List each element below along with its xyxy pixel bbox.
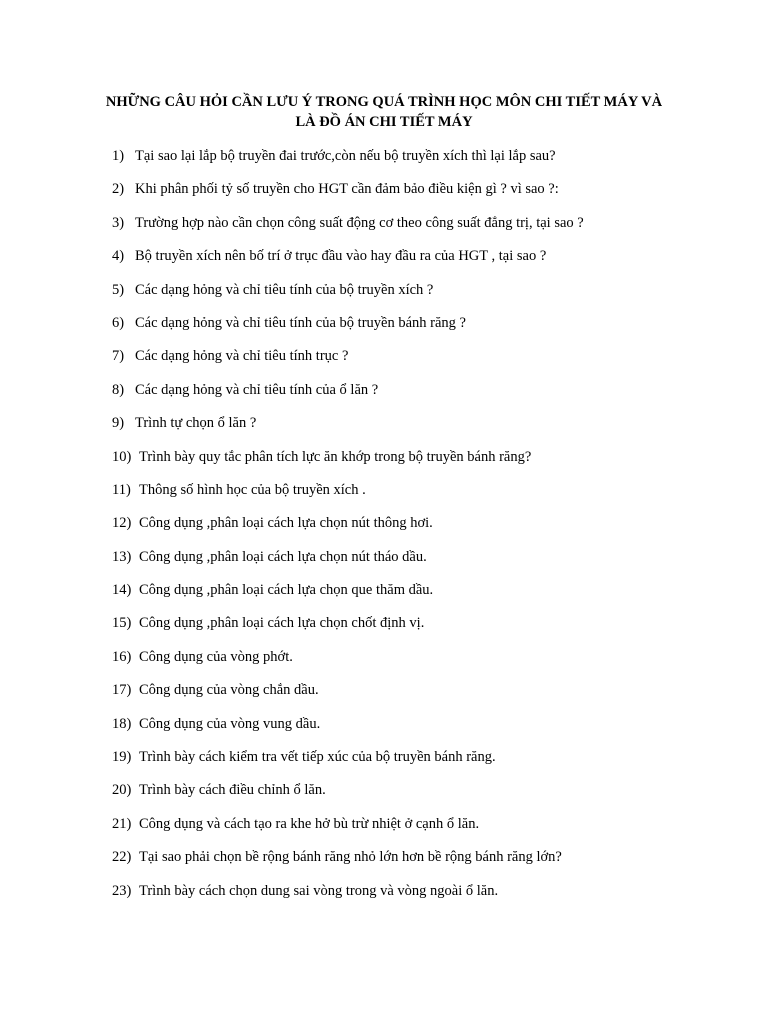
- question-number: 5): [112, 281, 125, 298]
- question-number: 14): [112, 582, 132, 599]
- question-number: 23): [112, 882, 132, 899]
- question-text: Khi phân phối tỷ số truyền cho HGT cần đảm bảo điều kiện gì ? vì sao ?:: [135, 181, 559, 198]
- question-text: Công dụng của vòng phớt.: [139, 648, 293, 665]
- question-number: 17): [112, 682, 132, 699]
- question-number: 9): [112, 415, 125, 432]
- question-number: 21): [112, 815, 132, 832]
- question-text: Trường hợp nào cần chọn công suất động cơ theo công suất đẳng trị, tại sao ?: [135, 214, 584, 231]
- question-number: 10): [112, 448, 132, 465]
- question-number: 18): [112, 715, 132, 732]
- question-number: 11): [112, 481, 131, 498]
- question-text: Công dụng của vòng vung dầu.: [139, 715, 321, 732]
- question-number: 15): [112, 615, 132, 632]
- question-number: 22): [112, 849, 132, 866]
- question-text: Công dụng ,phân loại cách lựa chọn nút thông hơi.: [139, 515, 433, 532]
- question-text: Trình bày quy tắc phân tích lực ăn khớp trong bộ truyền bánh răng?: [139, 448, 532, 465]
- question-number: 1): [112, 148, 125, 164]
- question-number: 8): [112, 381, 125, 398]
- question-text: Bộ truyền xích nên bố trí ở trục đầu vào hay đầu ra của HGT , tại sao ?: [135, 248, 547, 265]
- question-number: 20): [112, 782, 132, 799]
- question-text: Công dụng ,phân loại cách lựa chọn nút tháo dầu.: [139, 548, 427, 565]
- question-number: 3): [112, 214, 125, 231]
- question-text: Các dạng hỏng và chỉ tiêu tính của bộ truyền bánh răng ?: [135, 314, 466, 331]
- question-number: 2): [112, 181, 125, 198]
- question-number: 16): [112, 648, 132, 665]
- question-text: Công dụng của vòng chắn dầu.: [139, 682, 319, 699]
- question-text: Công dụng ,phân loại cách lựa chọn chốt định vị.: [139, 615, 425, 632]
- question-text: Các dạng hỏng và chỉ tiêu tính của bộ truyền xích ?: [135, 281, 434, 298]
- question-text: Công dụng và cách tạo ra khe hở bù trừ nhiệt ở cạnh ổ lăn.: [139, 815, 480, 832]
- document-title-line-2: LÀ ĐỒ ÁN CHI TIẾT MÁY: [295, 114, 473, 130]
- question-text: Trình bày cách điều chỉnh ổ lăn.: [139, 782, 326, 799]
- question-text: Các dạng hỏng và chỉ tiêu tính của ổ lăn ?: [135, 381, 379, 398]
- question-text: Thông số hình học của bộ truyền xích .: [139, 481, 366, 498]
- question-number: 6): [112, 314, 125, 331]
- question-text: Các dạng hỏng và chỉ tiêu tính trục ?: [135, 348, 349, 365]
- question-text: Trình tự chọn ổ lăn ?: [135, 415, 257, 432]
- question-number: 4): [112, 248, 125, 265]
- question-text: Trình bày cách kiểm tra vết tiếp xúc của bộ truyền bánh răng.: [139, 749, 496, 766]
- question-text: Tại sao phải chọn bề rộng bánh răng nhỏ lớn hơn bề rộng bánh răng lớn?: [139, 849, 562, 866]
- question-text: Công dụng ,phân loại cách lựa chọn que thăm dầu.: [139, 582, 434, 599]
- question-number: 7): [112, 348, 125, 365]
- document-title-line-1: NHỮNG CÂU HỎI CẦN LƯU Ý TRONG QUÁ TRÌNH HỌC MÔN CHI TIẾT MÁY VÀ: [105, 94, 663, 110]
- question-number: 13): [112, 548, 132, 565]
- question-number: 12): [112, 515, 132, 532]
- document-title: [60, 92, 708, 132]
- question-number: 19): [112, 749, 132, 766]
- question-text: Tại sao lại lắp bộ truyền đai trước,còn nếu bộ truyền xích thì lại lắp sau?: [135, 148, 556, 164]
- question-text: Trình bày cách chọn dung sai vòng trong và vòng ngoài ổ lăn.: [139, 882, 499, 899]
